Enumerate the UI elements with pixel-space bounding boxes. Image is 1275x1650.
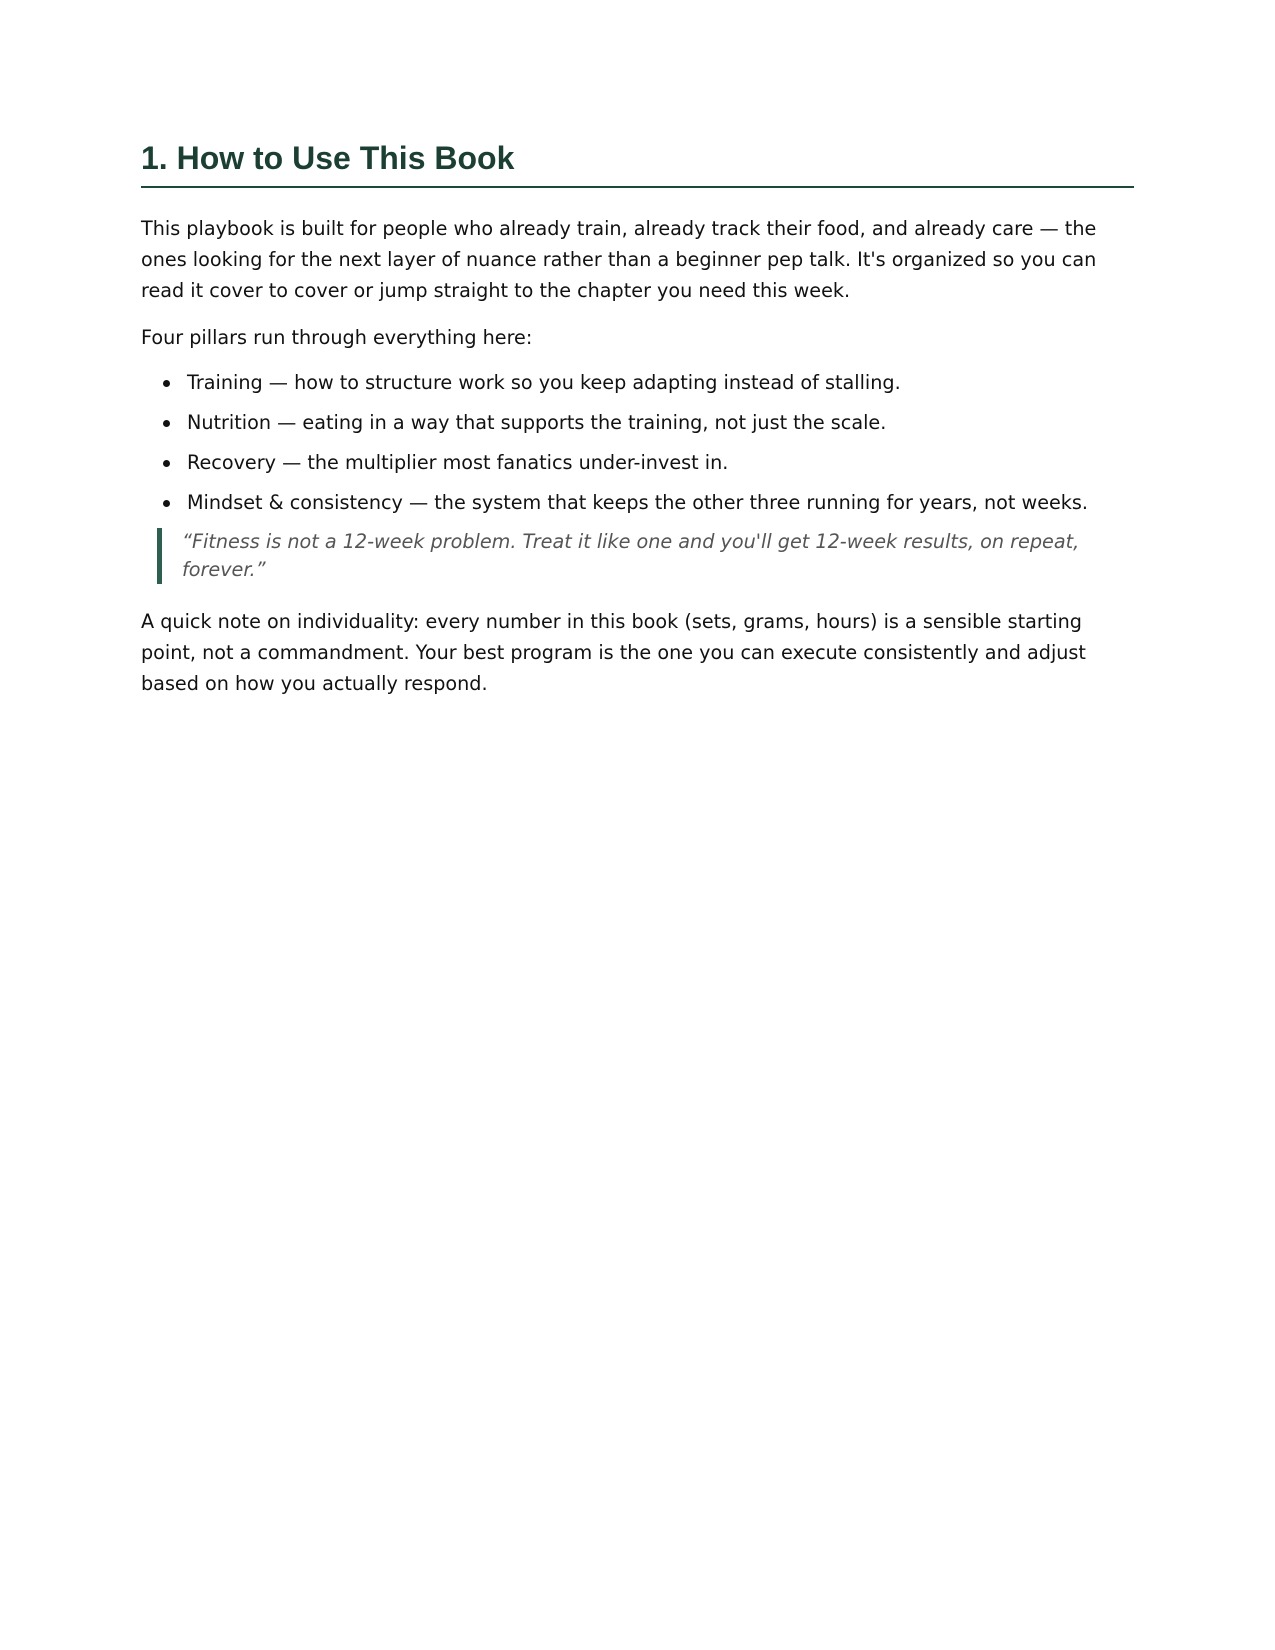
bullet-icon [163, 380, 170, 387]
intro-paragraph: This playbook is built for people who already train, already track their food, and already care — the ones looking for the next layer of nuance rather than a beginner pep talk. It's organized so you can read it cover to cover or jump straight to the chapter you need this week. [141, 217, 1097, 302]
bullet-icon [163, 500, 170, 507]
list-item [141, 367, 1134, 398]
document-page [141, 138, 1134, 699]
list-item [141, 487, 1134, 518]
pillars-list [141, 367, 1134, 518]
list-item [141, 407, 1134, 438]
list-item [141, 447, 1134, 478]
bullet-icon [163, 460, 170, 467]
pillar-text: Training — how to structure work so you keep adapting instead of stalling. [187, 371, 901, 394]
pillars-lead: Four pillars run through everything here: [141, 326, 533, 349]
individuality-note: A quick note on individuality: every number in this book (sets, grams, hours) is a sensible starting point, not a commandment. Your best program is the one you can execute consistently and adjust based on how you actually respond. [141, 610, 1086, 695]
pull-quote: “Fitness is not a 12-week problem. Treat it like one and you'll get 12-week results, on repeat, forever.” [157, 528, 1134, 584]
chapter-title: 1. How to Use This Book [141, 138, 1134, 188]
pillar-text: Nutrition — eating in a way that supports the training, not just the scale. [187, 411, 887, 434]
bullet-icon [163, 420, 170, 427]
pillar-text: Mindset & consistency — the system that keeps the other three running for years, not weeks. [187, 491, 1089, 514]
pillar-text: Recovery — the multiplier most fanatics under-invest in. [187, 451, 729, 474]
